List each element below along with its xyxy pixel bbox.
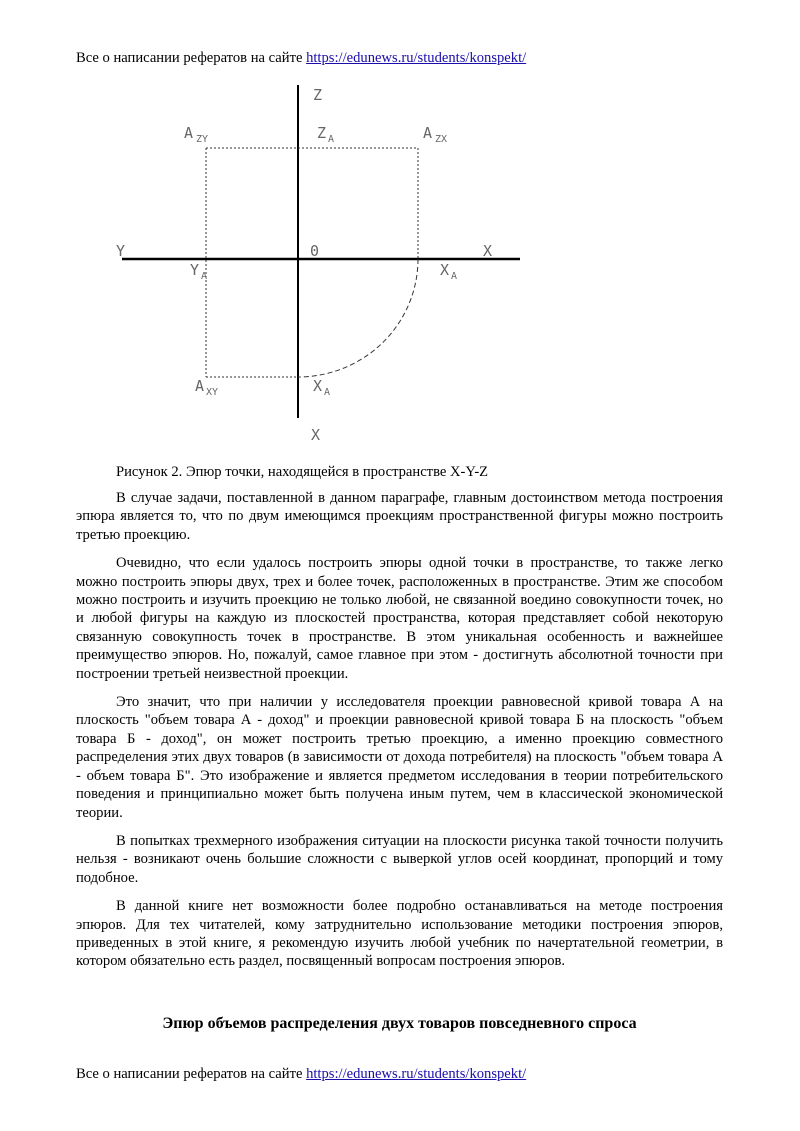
label-z-a: Z (317, 124, 327, 142)
footer-link[interactable]: https://edunews.ru/students/konspekt/ (306, 1066, 527, 1082)
header-text: Все о написании рефератов на сайте (76, 50, 307, 66)
label-x-a2: X (313, 377, 323, 395)
label-x-a2-sub: A (324, 387, 331, 398)
label-a-zx-sub: ZX (435, 134, 448, 145)
figure-caption: Рисунок 2. Эпюр точки, находящейся в пространстве X-Y-Z (116, 464, 489, 480)
label-x-a-sub: A (451, 271, 458, 282)
epure-diagram (100, 80, 540, 450)
footer-text: Все о написании рефератов на сайте (76, 1066, 307, 1082)
label-a-zx: A (423, 124, 433, 142)
paragraph: В случае задачи, поставленной в данном параграфе, главным достоинством метода построения эпюра является то, что по двум имеющимся проекциям пространственной фигуры можно построить третью проекцию. (76, 490, 723, 543)
paragraph: В попытках трехмерного изображения ситуации на плоскости рисунка такой точности получить нельзя - возникают очень большие сложности с выверкой углов осей координат, пропорций и тому подобное. (76, 832, 723, 886)
label-y-a: Y (190, 261, 200, 279)
epure-figure (100, 80, 540, 450)
label-x-bottom: X (311, 426, 321, 444)
label-y-left: Y (116, 242, 126, 260)
label-z-a-sub: A (328, 134, 335, 145)
page-header (76, 49, 526, 67)
label-a-xy-sub: XY (206, 387, 219, 398)
label-a-xy: A (195, 377, 205, 395)
label-z-top: Z (313, 86, 323, 104)
body-text (76, 489, 723, 981)
label-a-zy: A (184, 124, 194, 142)
paragraph: В данной книге нет возможности более подробно останавливаться на методе построения эпюров. Для тех читателей, кому затруднительно использование методики построения эпюров, приведенных в этой книге, я рекомендую изучить любой учебник по начертательной геометрии, в котором обязательно есть раздел, посвященный вопросам построения эпюров. (76, 898, 723, 970)
paragraph: Это значит, что при наличии у исследователя проекции равновесной кривой товара А на плоскость "объем товара А - доход" и проекции равновесной кривой товара Б на плоскость "объем товара Б - доход", он может построить третью проекцию, а именно проекцию совместного распределения этих двух товаров (в зависимости от дохода потребителя) на плоскость "объем товара А - объем товара Б". Это изображение и является предметом исследования в теории потребительского поведения и принципиально может быть получена иным путем, чем в классической экономической теории. (76, 694, 723, 821)
label-y-a-sub: A (201, 271, 208, 282)
label-a-zy-sub: ZY (196, 134, 209, 145)
label-origin: 0 (310, 242, 320, 260)
label-x-a: X (440, 261, 450, 279)
page-footer (76, 1065, 526, 1083)
header-link[interactable]: https://edunews.ru/students/konspekt/ (306, 50, 527, 66)
label-x-right: X (483, 242, 493, 260)
projection-arc (298, 259, 418, 377)
section-heading: Эпюр объемов распределения двух товаров повседневного спроса (162, 1015, 637, 1032)
paragraph: Очевидно, что если удалось построить эпюры одной точки в пространстве, то также легко можно построить эпюры двух, трех и более точек, расположенных в пространстве. Этим же способом можно построить и изучить проекцию не только любой, не связанной воедино совокупности точек, но и любой фигуры на каждую из плоскостей пространства, которая представляет собой некоторую связанную совокупность точек в пространстве. В этом уникальная особенность и важнейшее преимущество эпюров. Но, пожалуй, самое главное при этом - достигнуть абсолютной точности при построении третьей неизвестной проекции. (76, 555, 723, 682)
